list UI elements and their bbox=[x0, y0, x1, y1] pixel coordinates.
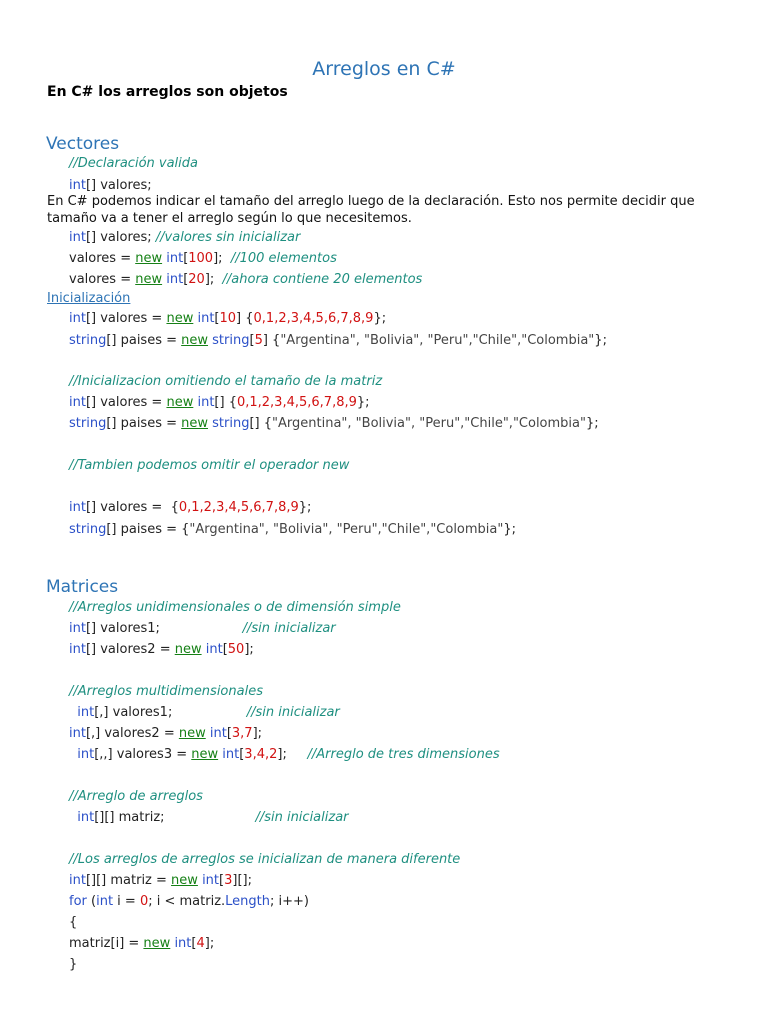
code-number: 4 bbox=[196, 936, 205, 951]
code-keyword: int bbox=[69, 873, 86, 888]
code-text: } bbox=[69, 957, 78, 972]
code-text: [,,] valores3 = bbox=[94, 747, 192, 762]
code-line bbox=[69, 703, 340, 723]
code-keyword: string bbox=[69, 416, 107, 431]
code-new-keyword: new bbox=[178, 726, 206, 741]
code-text: [,] valores2 = bbox=[85, 726, 179, 741]
code-text: [] valores1; bbox=[85, 621, 243, 636]
code-line bbox=[69, 871, 252, 891]
code-line bbox=[69, 456, 349, 476]
code-text: }; bbox=[298, 500, 312, 515]
section-heading-vectores: Vectores bbox=[46, 134, 120, 154]
code-comment: //Arreglos unidimensionales o de dimensión simple bbox=[69, 600, 401, 615]
code-text: ( bbox=[86, 894, 97, 909]
code-text: { bbox=[69, 915, 78, 930]
code-text: ]; bbox=[204, 936, 215, 951]
code-new-keyword: new bbox=[166, 311, 194, 326]
code-text: }; bbox=[503, 522, 517, 537]
code-text: ] { bbox=[262, 333, 281, 348]
code-text: ][]; bbox=[232, 873, 252, 888]
code-new-keyword: new bbox=[166, 395, 194, 410]
code-text: ]; bbox=[252, 726, 263, 741]
code-number: 0 bbox=[139, 894, 149, 909]
code-line bbox=[69, 309, 386, 329]
code-line bbox=[69, 598, 401, 618]
code-keyword: int bbox=[96, 894, 114, 909]
code-line bbox=[69, 393, 370, 413]
code-line bbox=[69, 154, 198, 174]
code-text: [] valores = bbox=[85, 311, 167, 326]
code-comment: //Inicializacion omitiendo el tamaño de la matriz bbox=[69, 374, 383, 389]
code-comment: //Los arreglos de arreglos se inicializan de manera diferente bbox=[69, 852, 461, 867]
code-new-keyword: new bbox=[143, 936, 171, 951]
code-text: [ bbox=[183, 272, 189, 287]
code-text: [ bbox=[183, 251, 189, 266]
code-new-keyword: new bbox=[181, 333, 209, 348]
code-number: 3,7 bbox=[231, 726, 253, 741]
code-text: [ bbox=[249, 333, 255, 348]
code-keyword: int bbox=[77, 705, 95, 720]
code-text: [ bbox=[226, 726, 232, 741]
code-text: }; bbox=[594, 333, 607, 348]
code-keyword: int bbox=[202, 873, 220, 888]
code-keyword: int bbox=[197, 311, 215, 326]
code-number: 0,1,2,3,4,5,6,7,8,9 bbox=[178, 500, 299, 515]
code-keyword: string bbox=[212, 333, 250, 348]
code-text: [] paises = { bbox=[106, 522, 190, 537]
code-keyword: int bbox=[69, 178, 86, 193]
code-new-keyword: new bbox=[135, 272, 163, 287]
code-text: }; bbox=[356, 395, 370, 410]
code-text: i = bbox=[113, 894, 140, 909]
code-text: ] { bbox=[236, 311, 254, 326]
code-keyword: int bbox=[174, 936, 192, 951]
code-line bbox=[69, 682, 263, 702]
code-comment: //sin inicializar bbox=[246, 705, 340, 720]
code-text: valores = bbox=[69, 272, 136, 287]
code-text: [] valores = { bbox=[85, 500, 179, 515]
code-comment: //Arreglos multidimensionales bbox=[69, 684, 263, 699]
code-line bbox=[69, 808, 349, 828]
code-text: [] { bbox=[214, 395, 237, 410]
code-line bbox=[69, 745, 500, 765]
code-keyword: int bbox=[166, 272, 184, 287]
code-keyword: string bbox=[69, 333, 107, 348]
code-text: [ bbox=[239, 747, 245, 762]
code-line bbox=[69, 619, 336, 639]
code-text: ]; bbox=[277, 747, 308, 762]
code-text: Length bbox=[225, 894, 270, 909]
code-text: [ bbox=[222, 642, 228, 657]
code-comment: //Tambien podemos omitir el operador new bbox=[69, 458, 350, 473]
code-keyword: int bbox=[69, 230, 86, 245]
code-new-keyword: new bbox=[135, 251, 163, 266]
body-paragraph: En C# podemos indicar el tamaño del arreglo luego de la declaración. Esto nos permite decidir que tamaño va a tener el arreglo según lo que necesitemos. bbox=[47, 194, 695, 226]
section-heading-matrices: Matrices bbox=[46, 577, 119, 597]
code-text: [ bbox=[214, 311, 220, 326]
code-new-keyword: new bbox=[191, 747, 219, 762]
code-string: "Argentina", "Bolivia", "Peru","Chile","Colombia" bbox=[272, 416, 586, 431]
code-keyword: int bbox=[69, 500, 86, 515]
code-keyword: int bbox=[209, 726, 227, 741]
code-string: "Argentina", "Bolivia", "Peru","Chile","Colombia" bbox=[280, 333, 595, 348]
code-comment: //Arreglo de arreglos bbox=[69, 789, 203, 804]
code-number: 3 bbox=[224, 873, 233, 888]
code-text: ]; bbox=[244, 642, 254, 657]
code-text: [] valores; bbox=[85, 230, 156, 245]
code-line bbox=[69, 787, 203, 807]
code-text: matriz[i] = bbox=[69, 936, 144, 951]
code-keyword: int bbox=[222, 747, 240, 762]
code-number: 20 bbox=[188, 272, 205, 287]
code-comment: //valores sin inicializar bbox=[155, 230, 301, 245]
code-number: 50 bbox=[227, 642, 245, 657]
code-keyword: int bbox=[69, 395, 86, 410]
code-line bbox=[69, 892, 309, 912]
code-line bbox=[69, 331, 607, 351]
code-line bbox=[69, 249, 337, 269]
code-keyword: int bbox=[69, 642, 86, 657]
code-line bbox=[69, 498, 311, 518]
code-keyword: int bbox=[77, 810, 95, 825]
code-new-keyword: new bbox=[174, 642, 202, 657]
code-keyword: string bbox=[69, 522, 107, 537]
code-keyword: int bbox=[77, 747, 95, 762]
code-line bbox=[69, 228, 300, 248]
code-comment: //Arreglo de tres dimensiones bbox=[307, 747, 500, 762]
document-subtitle: En C# los arreglos son objetos bbox=[47, 84, 288, 100]
code-text: ]; bbox=[204, 272, 223, 287]
code-comment: //100 elementos bbox=[230, 251, 337, 266]
code-keyword: int bbox=[205, 642, 223, 657]
code-string: "Argentina", "Bolivia", "Peru","Chile","Colombia" bbox=[189, 522, 504, 537]
code-line bbox=[69, 414, 599, 434]
code-keyword: int bbox=[166, 251, 184, 266]
code-text: [][] matriz = bbox=[85, 873, 172, 888]
document-title: Arreglos en C# bbox=[312, 58, 456, 80]
code-number: 5 bbox=[254, 333, 263, 348]
code-text: [] valores2 = bbox=[85, 642, 175, 657]
code-keyword: int bbox=[197, 395, 215, 410]
code-text: ; i++) bbox=[270, 894, 309, 909]
code-line bbox=[69, 934, 214, 954]
code-keyword: string bbox=[212, 416, 250, 431]
code-text: }; bbox=[586, 416, 599, 431]
code-line bbox=[69, 955, 77, 975]
code-line bbox=[69, 850, 460, 870]
code-keyword: int bbox=[69, 311, 86, 326]
code-line bbox=[69, 270, 422, 290]
code-text: [] { bbox=[249, 416, 273, 431]
code-keyword: int bbox=[69, 726, 86, 741]
code-text: [] paises = bbox=[106, 333, 182, 348]
code-comment: //Declaración valida bbox=[69, 156, 198, 171]
code-line bbox=[69, 520, 516, 540]
code-text: valores = bbox=[69, 251, 136, 266]
code-line bbox=[69, 913, 77, 933]
code-number: 3,4,2 bbox=[244, 747, 278, 762]
code-text: [] valores; bbox=[85, 178, 152, 193]
code-text: }; bbox=[373, 311, 387, 326]
code-text: [ bbox=[219, 873, 225, 888]
code-number: 0,1,2,3,4,5,6,7,8,9 bbox=[236, 395, 357, 410]
code-text: [,] valores1; bbox=[94, 705, 247, 720]
code-line bbox=[69, 640, 254, 660]
code-text: [] paises = bbox=[106, 416, 182, 431]
code-text: [][] matriz; bbox=[94, 810, 256, 825]
code-comment: //sin inicializar bbox=[242, 621, 336, 636]
code-keyword: int bbox=[69, 621, 86, 636]
code-comment: //ahora contiene 20 elementos bbox=[222, 272, 423, 287]
code-keyword: for bbox=[69, 894, 87, 909]
code-number: 100 bbox=[188, 251, 214, 266]
code-text: [ bbox=[191, 936, 197, 951]
code-line bbox=[69, 724, 262, 744]
code-new-keyword: new bbox=[171, 873, 198, 888]
code-comment: //sin inicializar bbox=[255, 810, 349, 825]
code-line bbox=[69, 372, 382, 392]
code-text: ]; bbox=[213, 251, 231, 266]
code-text: ; i < matriz. bbox=[148, 894, 226, 909]
inicializacion-link[interactable]: Inicialización bbox=[47, 291, 131, 306]
code-number: 0,1,2,3,4,5,6,7,8,9 bbox=[253, 311, 374, 326]
code-text: [] valores = bbox=[85, 395, 167, 410]
code-number: 10 bbox=[219, 311, 237, 326]
code-new-keyword: new bbox=[181, 416, 209, 431]
